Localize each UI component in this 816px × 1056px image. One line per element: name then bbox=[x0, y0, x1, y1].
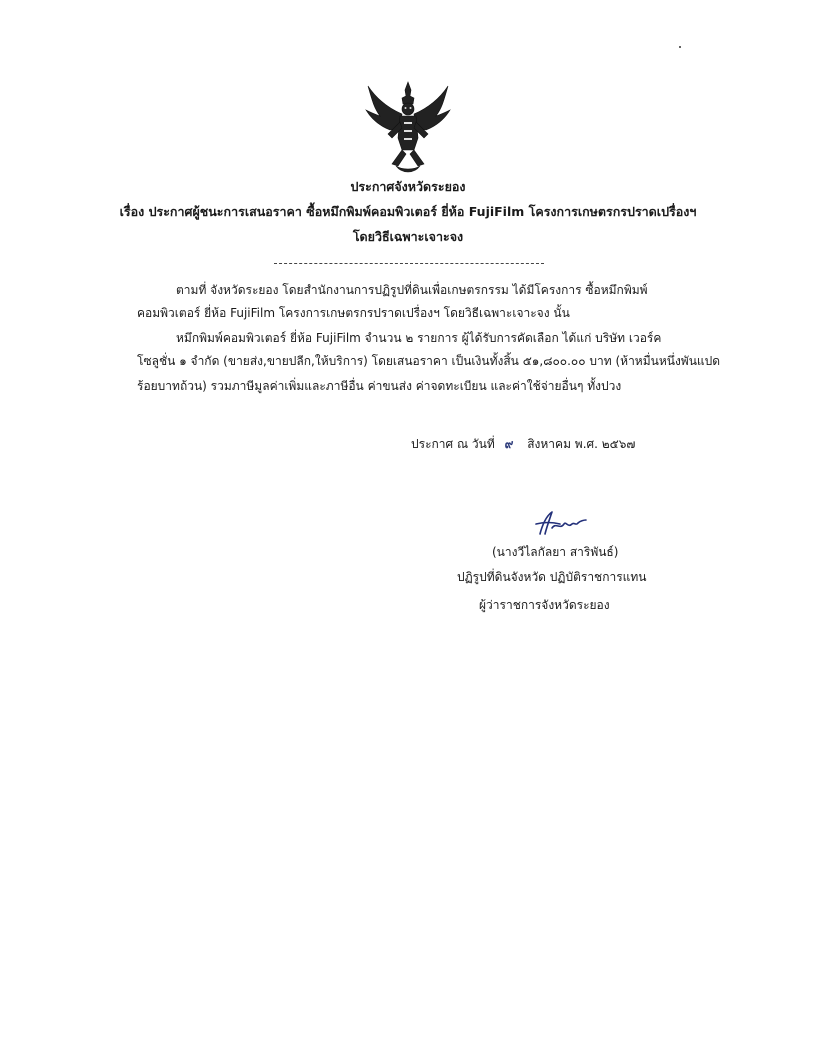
subject-line-2: โดยวิธีเฉพาะเจาะจง bbox=[352, 229, 464, 244]
signatory-on-behalf-of: ผู้ว่าราชการจังหวัดระยอง bbox=[479, 598, 610, 612]
signatory-position: ปฏิรูปที่ดินจังหวัด ปฏิบัติราชการแทน bbox=[457, 570, 647, 584]
paragraph-2-line-3: ร้อยบาทถ้วน) รวมภาษีมูลค่าเพิ่มและภาษีอื่น ค่าขนส่ง ค่าจดทะเบียน และค่าใช้จ่ายอื่นๆ ทั้งปวง bbox=[137, 379, 622, 393]
subject-line-1: เรื่อง ประกาศผู้ชนะการเสนอราคา ซื้อหมึกพิมพ์คอมพิวเตอร์ ยี่ห้อ FujiFilm โครงการเกษตรกรปราดเปรื่องฯ bbox=[119, 204, 697, 219]
paragraph-2-line-1: หมึกพิมพ์คอมพิวเตอร์ ยี่ห้อ FujiFilm จำนวน ๒ รายการ ผู้ได้รับการคัดเลือก ได้แก่ บริษัท เวอร์ค bbox=[176, 331, 662, 345]
heading-divider bbox=[274, 263, 544, 264]
date-prefix: ประกาศ ณ วันที่ bbox=[411, 437, 495, 451]
document-title: ประกาศจังหวัดระยอง bbox=[350, 179, 466, 194]
paragraph-2-line-2: โซลูชั่น ๑ จำกัด (ขายส่ง,ขายปลีก,ให้บริการ) โดยเสนอราคา เป็นเงินทั้งสิ้น ๕๑,๘๐๐.๐๐ บาท (ห้าหมื่นหนึ่งพันแปด bbox=[137, 354, 721, 368]
date-month-year: สิงหาคม พ.ศ. ๒๕๖๗ bbox=[527, 437, 636, 451]
paragraph-1-line-1: ตามที่ จังหวัดระยอง โดยสำนักงานการปฏิรูปที่ดินเพื่อเกษตรกรรม ได้มีโครงการ ซื้อหมึกพิมพ์ bbox=[176, 283, 648, 297]
announcement-date bbox=[411, 436, 635, 452]
scan-speck bbox=[679, 46, 681, 48]
paragraph-1-line-2: คอมพิวเตอร์ ยี่ห้อ FujiFilm โครงการเกษตรกรปราดเปรื่องฯ โดยวิธีเฉพาะเจาะจง นั้น bbox=[137, 306, 570, 320]
handwritten-signature bbox=[530, 508, 590, 538]
garuda-emblem-icon bbox=[358, 78, 458, 178]
date-day: ๙ bbox=[504, 437, 514, 451]
signatory-name: (นางวีไลกัลยา สาริพันธ์) bbox=[492, 545, 619, 559]
